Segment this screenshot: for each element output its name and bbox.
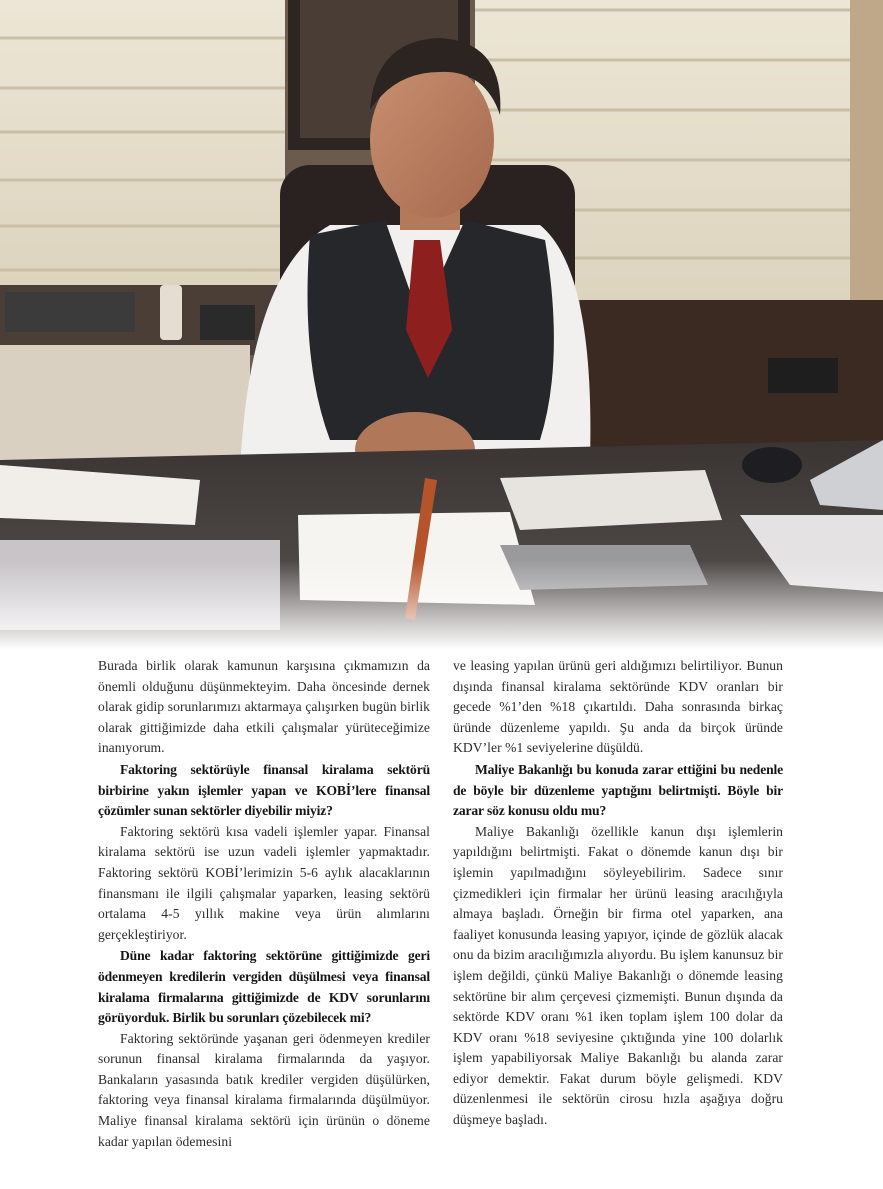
right-text-column — [453, 656, 783, 1131]
paragraph: Faktoring sektöründe yaşanan geri ödenmeyen krediler sorunun finansal kiralama firmalarında da yaşıyor. Bankaların yasasında batık krediler vergiden düşülürken, faktoring veya finansal kiralama firmalarında düşülmüyor. Maliye finansal kiralama sektörü için ürünün o döneme kadar yapılan ödemesini — [98, 1030, 430, 1149]
paragraph: Faktoring sektörü kısa vadeli işlemler yapar. Finansal kiralama sektörü ise uzun vadeli işlemler yapmaktadır. Faktoring sektörü KOBİ’lerimizin 5-6 aylık alacaklarının finansmanı ile ilgili çalışmalar yaparken, leasing sektörü ortalama 4-5 yıllık makine veya ürün alımlarını gerçekleştiriyor. — [98, 823, 430, 942]
interview-question: Faktoring sektörüyle finansal kiralama sektörü birbirine yakın işlemler yapan ve KOBİ’lere finansal çözümler sunan sektörler diyebilir miyiz? — [98, 761, 430, 819]
paragraph: Burada birlik olarak kamunun karşısına çıkmamızın da önemli olduğunu düşünmekteyim. Daha öncesinde dernek olarak gidip sorunlarımızı aktarmaya çalışırken bugün birlik olarak gittiğimizde daha etkili çalışmalar yürüteceğimize inanıyorum. — [98, 658, 430, 756]
paragraph: ve leasing yapılan ürünü geri aldığımızı belirtiliyor. Bunun dışında finansal kiralama sektöründe KDV oranları bir gecede %1’den %18 çıkartıldı. Daha sonrasında birkaç üründe düzenleme yapıldı. Şu anda da birçok üründe KDV’ler %1 seviyelerine düşüldü. — [453, 658, 783, 756]
interview-question: Düne kadar faktoring sektörüne gittiğimizde geri ödenmeyen kredilerin vergiden düşülmesi veya finansal kiralama firmalarına gittiğimizde de KDV sorunlarını görüyorduk. Birlik bu sorunları çözebilecek mi? — [98, 948, 430, 1026]
left-text-column — [98, 656, 430, 1152]
paragraph: Maliye Bakanlığı özellikle kanun dışı işlemlerin yapıldığını belirtmişti. Fakat o dönemde kanun dışı bir işlemin yapılmadığını söyleyebilirim. Sadece sınır çizmedikleri için firmalar her ürünü leasing aracılığıyla almaya başladı. Örneğin bir firma otel yaparken, ana faaliyet konusunda leasing yapıyor, içinde de gözlük alacak onu da bizim aracılığımızla alıyordu. Bu işlem kanunsuz bir işlem değildi, çünkü Maliye Bakanlığı o dönemde leasing sektörüne bir alım çerçevesi çizmemişti. Bunun dışında da sektörde KDV oranı %1 iken toplam işlem 100 dolar da KDV oranı %18 seviyesine çıktığında yine 100 dolarlık işlem yapabiliyorsak Maliye Bakanlığı bu alanda zarar ediyor demektir. Fakat durum böyle gelişmedi. KDV düzenlenmesi ile sektörün cirosu hızla aşağıya doğru düşmeye başladı. — [453, 823, 783, 1128]
interview-question: Maliye Bakanlığı bu konuda zarar ettiğini bu nedenle de böyle bir düzenleme yaptığını belirtmişti. Böyle bir zarar söz konusu oldu mu? — [453, 761, 783, 819]
